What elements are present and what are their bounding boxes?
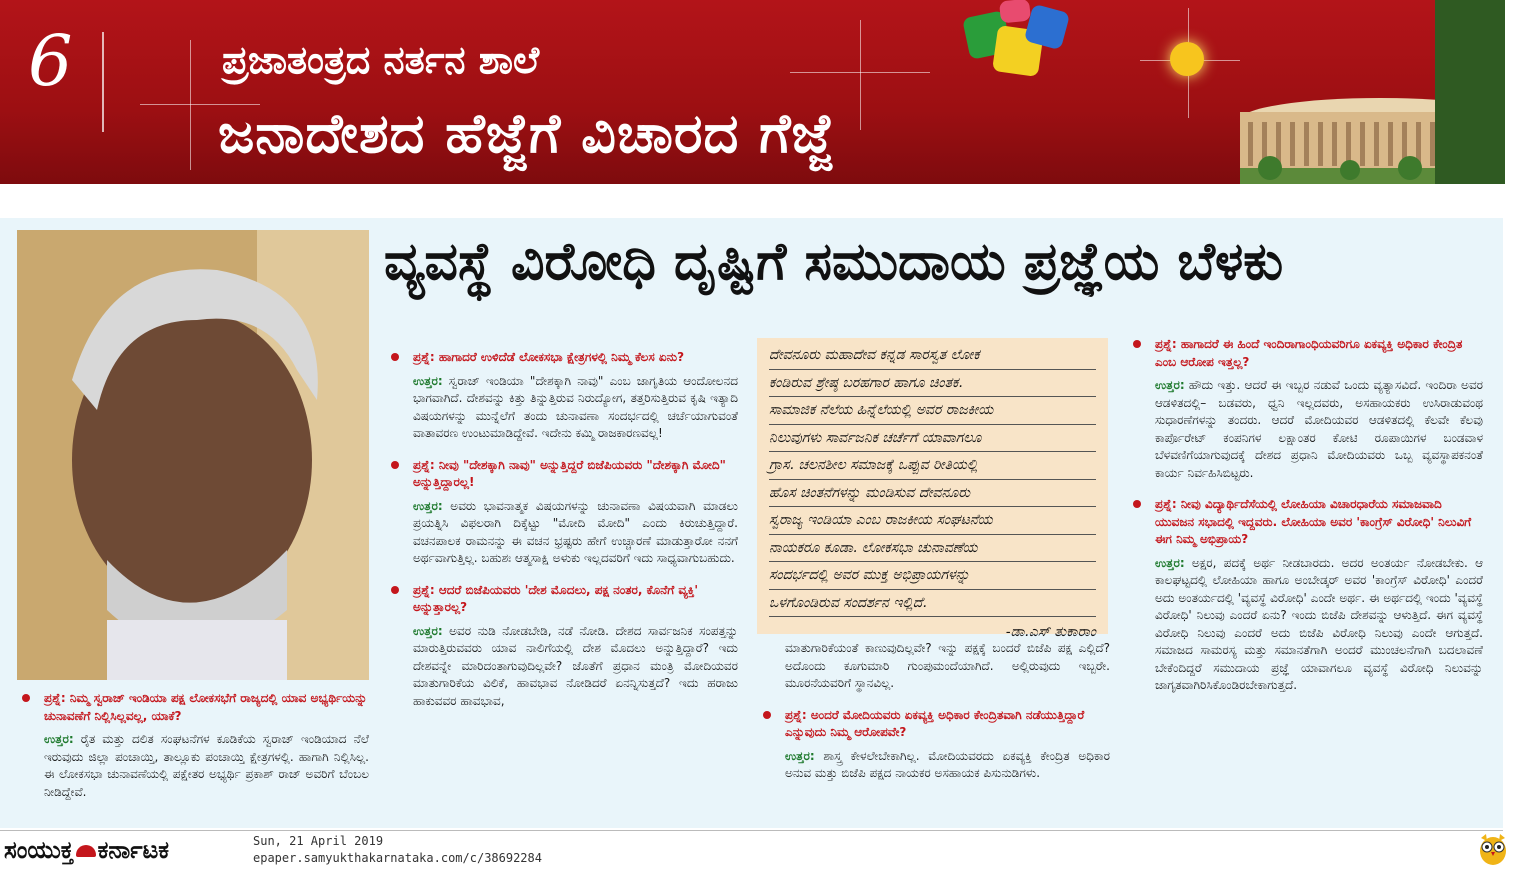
pull-quote-line: ನಿಲುವುಗಳು ಸಾರ್ವಜನಿಕ ಚರ್ಚೆಗೆ ಯಾವಾಗಲೂ (769, 425, 1096, 453)
question: ಪ್ರಶ್ನೆ: ಅಂದರೆ ಮೋದಿಯವರು ಏಕವ್ಯಕ್ತಿ ಅಧಿಕಾರ ಕೇಂದ್ರಿತವಾಗಿ ನಡೆಯುತ್ತಿದ್ದಾರೆ ಎನ್ನುವುದು ನಿಮ್ಮ ಆರೋಪವೇ? (785, 707, 1110, 742)
answer: ಉತ್ತರ: ಹೌದು ಇತ್ತು. ಆದರೆ ಈ ಇಬ್ಬರ ನಡುವೆ ಒಂದು ವ್ಯತ್ಯಾಸವಿದೆ. ಇಂದಿರಾ ಅವರ ಆಡಳಿತದಲ್ಲಿ– ಬಡವರು, ಧ್ವನಿ ಇಲ್ಲದವರು, ಅಸಹಾಯಕರು ಉಸಿರಾಡುವಂಥ ಸುಧಾರಣೆಗಳನ್ನು ತಂದರು. ಆದರೆ ಮೋದಿಯವರ ಆಡಳಿತದಲ್ಲಿ ಕೆಲವೇ ಕೆಲವು ಕಾರ್ಪೊರೇಟ್ ಕಂಪನಿಗಳ ಲಕ್ಷಾಂತರ ಕೋಟಿ ರೂಪಾಯಿಗಳ ಬಂಡವಾಳ ಬೆಳವಣಿಗೆಯಾಗುವುದಕ್ಕೆ ದೇಶದ ಪ್ರಧಾನಿ ಮೋದಿಯವರು ಒಬ್ಬ ವ್ಯವಸ್ಥಾಪಕನಂತೆ ಕಾರ್ಯ ನಿರ್ವಹಿಸಿಬಿಟ್ಟರು. (1155, 378, 1483, 480)
pull-quote-text (769, 342, 1096, 617)
pull-quote-line: ಕಂಡಿರುವ ಶ್ರೇಷ್ಠ ಬರಹಗಾರ ಹಾಗೂ ಚಿಂತಕ. (769, 370, 1096, 398)
pull-quote-line: ನಾಯಕರೂ ಕೂಡಾ. ಲೋಕಸಭಾ ಚುನಾವಣೆಯ (769, 535, 1096, 563)
light-flare-icon (1170, 42, 1204, 76)
newspaper-logo[interactable]: ಸಂಯುಕ್ತ ಕರ್ನಾಟಕ (4, 836, 170, 864)
answer: ಮಾತುಗಾರಿಕೆಯಂತೆ ಕಾಣುವುದಿಲ್ಲವೇ? ಇನ್ನು ಪಕ್ಷಕ್ಕೆ ಬಂದರೆ ಬಿಜೆಪಿ ಪಕ್ಷ ಎಲ್ಲಿದೆ? ಅದೊಂದು ಕೂಗುಮಾರಿ ಗುಂಪುಮಂದೆಯಾಗಿದೆ. ಅಲ್ಲಿರುವುದು ಇಬ್ಬರೇ. ಮೂರನೆಯವರಿಗೆ ಸ್ಥಾನವಿಲ್ಲ. (785, 641, 1110, 690)
bullet-icon (1133, 500, 1141, 508)
answer: ಉತ್ತರ: ಅವರು ಭಾವನಾತ್ಮಕ ವಿಷಯಗಳನ್ನು ಚುನಾವಣಾ ವಿಷಯವಾಗಿ ಮಾಡಲು ಪ್ರಯತ್ನಿಸಿ ವಿಫಲರಾಗಿ ದಿಕ್ಕೆಟ್ಟು "ಮೋದಿ ಮೋದಿ" ಎಂದು ಕಿರುಚುತ್ತಿದ್ದಾರೆ. ವಚನಪಾಲಕ ರಾಮನನ್ನು ಈ ವಚನ ಭ್ರಷ್ಟರು ಹೇಗೆ ಉಚ್ಚಾರಣೆ ಮಾಡುತ್ತಾರೋ ನನಗೆ ಅರ್ಥವಾಗುತ್ತಿಲ್ಲ. ಬಹುಶಃ ಆತ್ಮಸಾಕ್ಷಿ ಅಳುಕು ಇಲ್ಲದವರಿಗೆ ಇದು ಸಾಧ್ಯವಾಗುಬಹುದು. (413, 498, 738, 565)
section-banner (0, 0, 1505, 184)
banner-crosshair (860, 20, 861, 130)
tree-image (1435, 0, 1505, 184)
bullet-icon (391, 461, 399, 469)
question: ಪ್ರಶ್ನೆ: ನೀವು "ದೇಶಕ್ಕಾಗಿ ನಾವು" ಅನ್ನುತ್ತಿದ್ದರೆ ಬಿಜೆಪಿಯವರು "ದೇಶಕ್ಕಾಗಿ ಮೋದಿ" ಅನ್ನುತ್ತಿದ್ದಾರಲ್ಲ! (413, 457, 738, 492)
footer-divider (0, 830, 1503, 831)
banner-divider (102, 32, 104, 132)
page-number: 6 (28, 20, 73, 102)
answer: ಉತ್ತರ: ರೈತ ಮತ್ತು ದಲಿತ ಸಂಘಟನೆಗಳ ಕೂಡಿಕೆಯ ಸ್ವರಾಜ್ ಇಂಡಿಯಾದ ನೆಲೆ ಇರುವುದು ಜಿಲ್ಲಾ ಪಂಚಾಯ್ತಿ, ತಾಲ್ಲೂಕು ಪಂಚಾಯ್ತಿ ಕ್ಷೇತ್ರಗಳಲ್ಲಿ. ಹಾಗಾಗಿ ನಿಲ್ಲಿಸಿಲ್ಲ. ಈ ಲೋಕಸಭಾ ಚುನಾವಣೆಯಲ್ಲಿ ಪಕ್ಷೇತರ ಅಭ್ಯರ್ಥಿ ಪ್ರಕಾಶ್ ರಾಜ್ ಅವರಿಗೆ ಬೆಂಬಲ ನೀಡಿದ್ದೇವೆ. (44, 732, 369, 799)
pull-quote-line: ದೇವನೂರು ಮಹಾದೇವ ಕನ್ನಡ ಸಾರಸ್ವತ ಲೋಕ (769, 342, 1096, 370)
pull-quote-line: ಸಂದರ್ಭದಲ್ಲಿ ಅವರ ಮುಕ್ತ ಅಭಿಪ್ರಾಯಗಳನ್ನು (769, 562, 1096, 590)
article-headline: ವ್ಯವಸ್ಥೆ ವಿರೋಧಿ ದೃಷ್ಟಿಗೆ ಸಮುದಾಯ ಪ್ರಜ್ಞೆಯ ಬೆಳಕು (384, 232, 1284, 292)
banner-crosshair (190, 40, 191, 170)
pull-quote-line: ಹೊಸ ಚಿಂತನೆಗಳನ್ನು ಮಂಡಿಸುವ ದೇವನೂರು (769, 480, 1096, 508)
question: ಪ್ರಶ್ನೆ: ನಿಮ್ಮ ಸ್ವರಾಜ್ ಇಂಡಿಯಾ ಪಕ್ಷ ಲೋಕಸಭೆಗೆ ರಾಜ್ಯದಲ್ಲಿ ಯಾವ ಅಭ್ಯರ್ಥಿಯನ್ನು ಚುನಾವಣೆಗೆ ನಿಲ್ಲಿಸಿಲ್ಲವಲ್ಲ, ಯಾಕೆ? (44, 690, 369, 725)
question: ಪ್ರಶ್ನೆ: ಆದರೆ ಬಿಜೆಪಿಯವರು 'ದೇಶ ಮೊದಲು, ಪಕ್ಷ ನಂತರ, ಕೊನೆಗೆ ವ್ಯಕ್ತಿ' ಅನ್ನುತ್ತಾರಲ್ಲ? (413, 582, 738, 617)
banner-title: ಜನಾದೇಶದ ಹೆಜ್ಜೆಗೆ ವಿಚಾರದ ಗೆಜ್ಜೆ (218, 102, 835, 165)
edition-date: Sun, 21 April 2019 (253, 834, 384, 848)
pull-quote-line: ಸ್ವರಾಜ್ಯ ಇಂಡಿಯಾ ಎಂಬ ರಾಜಕೀಯ ಸಂಘಟನೆಯ (769, 507, 1096, 535)
owl-icon[interactable] (1478, 832, 1508, 866)
article-column-3 (785, 640, 1110, 797)
portrait-photo (17, 230, 369, 680)
bullet-icon (763, 711, 771, 719)
pull-quote-line: ಸಾಮಾಜಿಕ ನೆಲೆಯ ಹಿನ್ನೆಲೆಯಲ್ಲಿ ಅವರ ರಾಜಕೀಯ (769, 397, 1096, 425)
banner-subtitle: ಪ್ರಜಾತಂತ್ರದ ನರ್ತನ ಶಾಲೆ (222, 38, 540, 82)
dice-icon (999, 0, 1031, 24)
bullet-icon (391, 353, 399, 361)
pull-quote-line: ಗ್ರಾಸ. ಚಲನಶೀಲ ಸಮಾಜಕ್ಕೆ ಒಪ್ಪುವ ರೀತಿಯಲ್ಲಿ (769, 452, 1096, 480)
pull-quote-line: ಒಳಗೊಂಡಿರುವ ಸಂದರ್ಶನ ಇಲ್ಲಿದೆ. (769, 590, 1096, 618)
question: ಪ್ರಶ್ನೆ: ಹಾಗಾದರೆ ಈ ಹಿಂದೆ ಇಂದಿರಾಗಾಂಧಿಯವರಿಗೂ ಏಕವ್ಯಕ್ತಿ ಅಧಿಕಾರ ಕೇಂದ್ರಿತ ಎಂಬ ಆರೋಪ ಇತ್ತಲ್ಲ? (1155, 336, 1483, 371)
question: ಪ್ರಶ್ನೆ: ಹಾಗಾದರೆ ಉಳಿದೆಡೆ ಲೋಕಸಭಾ ಕ್ಷೇತ್ರಗಳಲ್ಲಿ ನಿಮ್ಮ ಕೆಲಸ ಏನು? (413, 349, 738, 367)
answer: ಉತ್ತರ: ಸ್ವರಾಜ್ ಇಂಡಿಯಾ "ದೇಶಕ್ಕಾಗಿ ನಾವು" ಎಂಬ ಜಾಗೃತಿಯ ಆಂದೋಲನದ ಭಾಗವಾಗಿದೆ. ದೇಶವನ್ನು ಕಿತ್ತು ತಿನ್ನುತ್ತಿರುವ ನಿರುದ್ಯೋಗ, ತತ್ತರಿಸುತ್ತಿರುವ ಕೃಷಿ ಇತ್ಯಾದಿ ವಿಷಯಗಳನ್ನು ಮುನ್ನೆಲೆಗೆ ತಂದು ಚುನಾವಣಾ ಸಂದರ್ಭದಲ್ಲಿ ಚರ್ಚೆಯಾಗುವಂತೆ ವಾತಾವರಣ ಉಂಟುಮಾಡಿದ್ದೇವೆ. ಇದೇನು ಕಮ್ಮಿ ರಾಜಕಾರಣವಲ್ಲ! (413, 373, 738, 440)
bullet-icon (22, 694, 30, 702)
article-column-4 (1155, 336, 1483, 709)
question: ಪ್ರಶ್ನೆ: ನೀವು ವಿದ್ಯಾರ್ಥಿದೆಸೆಯಲ್ಲಿ ಲೋಹಿಯಾ ವಿಚಾರಧಾರೆಯ ಸಮಾಜವಾದಿ ಯುವಜನ ಸಭಾದಲ್ಲಿ ಇದ್ದವರು. ಲೋಹಿಯಾ ಅವರ 'ಕಾಂಗ್ರೆಸ್ ವಿರೋಧಿ' ನಿಲುವಿಗೆ ಈಗ ನಿಮ್ಮ ಅಭಿಪ್ರಾಯ? (1155, 496, 1483, 549)
answer: ಉತ್ತರ: ಅವರ ನುಡಿ ನೋಡಬೇಡಿ, ನಡೆ ನೋಡಿ. ದೇಶದ ಸಾರ್ವಜನಿಕ ಸಂಪತ್ತನ್ನು ಮಾರುತ್ತಿರುವವರು ಯಾವ ನಾಲಿಗೆಯಲ್ಲಿ ದೇಶ ಮೊದಲು ಅನ್ನುತ್ತಿದ್ದಾರೆ? ಇದು ದೇಶವನ್ನೇ ಮಾರಿದಂತಾಗುವುದಿಲ್ಲವೇ? ಜೊತೆಗೆ ಪ್ರಧಾನ ಮಂತ್ರಿ ಮೋದಿಯವರ ಮಾತುಗಾರಿಕೆಯ ವಿಲಿಕೆ, ಹಾವಭಾವ ನೋಡಿದರೆ ಏನನ್ನಿಸುತ್ತದೆ? ಇದು ಹರಾಜು ಹಾಕುವವರ ಹಾವಭಾವ, (413, 623, 738, 708)
bullet-icon (391, 586, 399, 594)
lotus-icon (76, 845, 96, 857)
article-column-2 (413, 349, 738, 724)
edition-url[interactable]: epaper.samyukthakarnataka.com/c/38692284 (253, 851, 542, 865)
article-column-1 (44, 690, 369, 815)
pull-quote (757, 338, 1108, 640)
pull-quote-author: -ಡಾ.ಎಸ್ ತುಕಾರಾಂ (1005, 624, 1096, 640)
answer: ಉತ್ತರ: ಅಕ್ಷರ, ಪದಕ್ಕೆ ಅರ್ಥ ನೀಡಬಾರದು. ಅದರ ಅಂತರ್ಯ ನೋಡಬೇಕು. ಆ ಕಾಲಘಟ್ಟದಲ್ಲಿ ಲೋಹಿಯಾ ಹಾಗೂ ಅಂಬೇಡ್ಕರ್ ಅವರ 'ಕಾಂಗ್ರೆಸ್ ವಿರೋಧಿ' ಎಂದರೆ ಅದು ಅಂತರ್ಯದಲ್ಲಿ 'ವ್ಯವಸ್ಥೆ ವಿರೋಧಿ' ಎಂದೇ ಅರ್ಥ. ಈ ಅರ್ಥದಲ್ಲಿ ಇಂದು 'ವ್ಯವಸ್ಥೆ ವಿರೋಧಿ' ನಿಲುವು ಎಂದರೆ ಏನು? ಇಂದು ಬಿಜೆಪಿ ದೇಶವನ್ನು ಆಳುತ್ತಿದೆ. ಈಗ ವ್ಯವಸ್ಥೆ ವಿರೋಧಿ ನಿಲುವು ಎಂದರೆ ಅದು ಬಿಜೆಪಿ ವಿರೋಧಿ ನಿಲುವು ಎಂದೇ ಆಗುತ್ತದೆ. ಸಮಾಜದ ಸಾಮರಸ್ಯ ಮತ್ತು ಸಮಾನತೆಗಾಗಿ ಅಂದರೆ ಮುಂಚಲನೆಗಾಗಿ ಬದಲಾವಣೆ ಬೇಕೆಂದಿದ್ದರೆ ಸಮುದಾಯ ಪ್ರಜ್ಞೆ ಯಾವಾಗಲೂ ವ್ಯವಸ್ಥೆ ವಿರೋಧಿ ನಿಲುವನ್ನು ಜಾಗೃತವಾಗಿರಿಸಿಕೊಂಡಿರಬೇಕಾಗುತ್ತದೆ. (1155, 555, 1483, 692)
bullet-icon (1133, 340, 1141, 348)
answer: ಉತ್ತರ: ಶಾಸ್ತ್ರ ಕೇಳಲೇಬೇಕಾಗಿಲ್ಲ. ಮೋದಿಯವರದು ಏಕವ್ಯಕ್ತಿ ಕೇಂದ್ರಿತ ಅಧಿಕಾರ ಅನುವ ಮತ್ತು ಬಿಜೆಪಿ ಪಕ್ಷದ ನಾಯಕರ ಅಸಹಾಯಕ ಪಿಸುನುಡಿಗಳು. (785, 748, 1110, 780)
